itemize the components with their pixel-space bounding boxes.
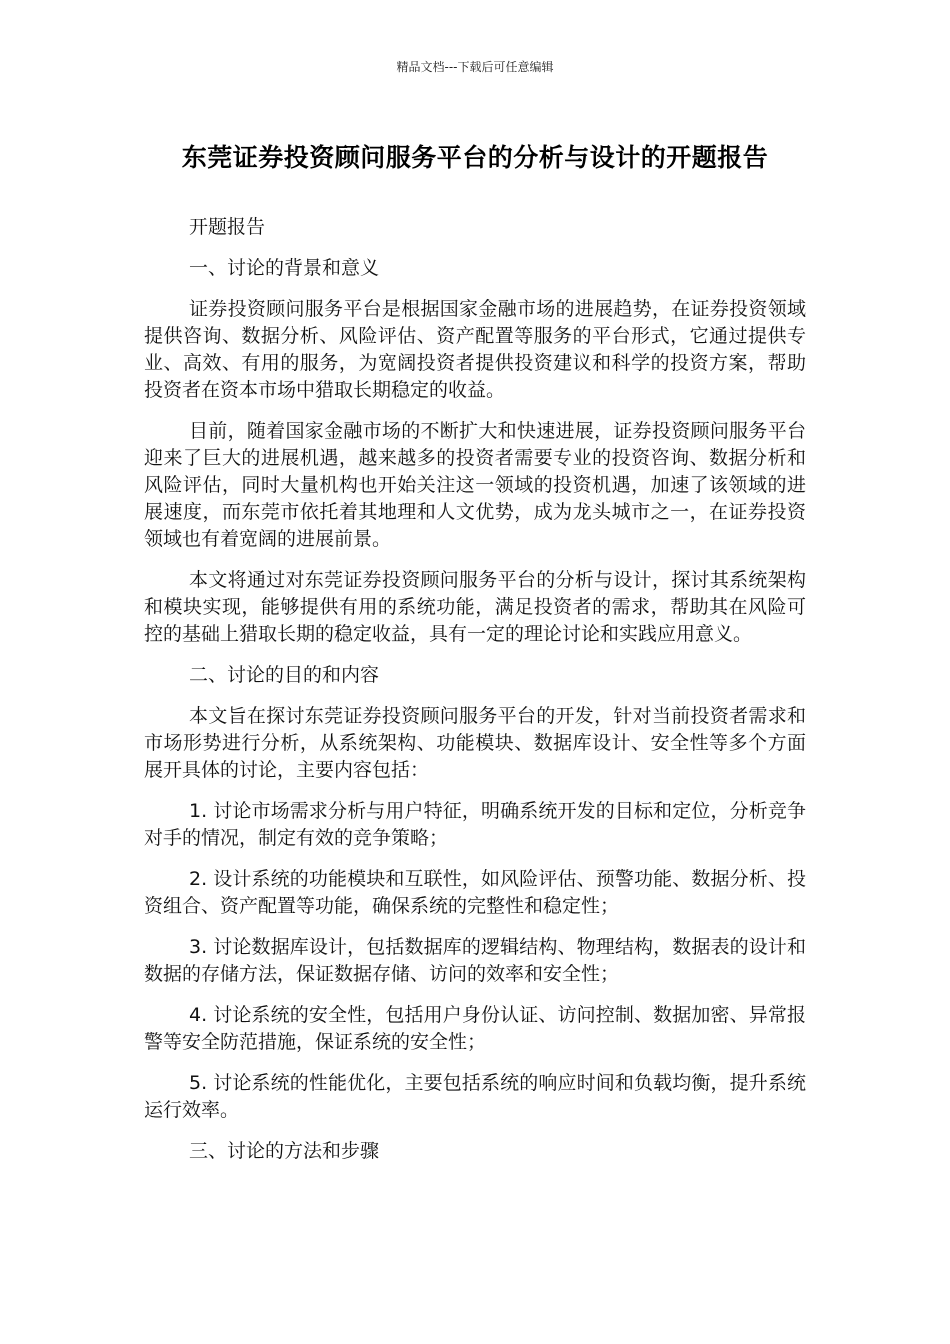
paragraph-current-situation: 目前，随着国家金融市场的不断扩大和快速进展，证券投资顾问服务平台迎来了巨大的进展机遇，越来越多的投资者需要专业的投资咨询、数据分析和风险评估，同时大量机构也开始关注这一领域的投资机遇，加速了该领域的进展速度，而东莞市依托着其地理和人文优势，成为龙头城市之一，在证券投资领域也有着宽阔的进展前景。 <box>144 420 806 550</box>
document-title: 东莞证券投资顾问服务平台的分析与设计的开题报告 <box>181 143 769 172</box>
list-item-security: 4. 讨论系统的安全性，包括用户身份认证、访问控制、数据加密、异常报警等安全防范措施，保证系统的安全性； <box>144 1004 806 1053</box>
paragraph-platform-definition: 证券投资顾问服务平台是根据国家金融市场的进展趋势，在证券投资领域提供咨询、数据分析、风险评估、资产配置等服务的平台形式，它通过提供专业、高效、有用的服务，为宽阔投资者提供投资建议和科学的投资方案，帮助投资者在资本市场中猎取长期稳定的收益。 <box>144 298 806 401</box>
paragraph-purpose-intro: 本文旨在探讨东莞证券投资顾问服务平台的开发，针对当前投资者需求和市场形势进行分析，从系统架构、功能模块、数据库设计、安全性等多个方面展开具体的讨论，主要内容包括： <box>144 705 806 781</box>
document-body <box>144 214 806 1179</box>
section-heading-background: 一、讨论的背景和意义 <box>189 257 380 279</box>
section-heading-purpose: 二、讨论的目的和内容 <box>189 664 380 686</box>
page-header-note: 精品文档---下载后可任意编辑 <box>396 60 554 74</box>
list-item-database-design: 3. 讨论数据库设计，包括数据库的逻辑结构、物理结构，数据表的设计和数据的存储方法，保证数据存储、访问的效率和安全性； <box>144 936 806 985</box>
list-item-market-analysis: 1. 讨论市场需求分析与用户特征，明确系统开发的目标和定位，分析竞争对手的情况，制定有效的竞争策略； <box>144 800 806 849</box>
list-item-function-modules: 2. 设计系统的功能模块和互联性，如风险评估、预警功能、数据分析、投资组合、资产配置等功能，确保系统的完整性和稳定性； <box>144 868 806 917</box>
section-label-report: 开题报告 <box>189 216 266 238</box>
section-heading-methods: 三、讨论的方法和步骤 <box>189 1140 380 1162</box>
paragraph-research-significance: 本文将通过对东莞证券投资顾问服务平台的分析与设计，探讨其系统架构和模块实现，能够提供有用的系统功能，满足投资者的需求，帮助其在风险可控的基础上猎取长期的稳定收益，具有一定的理论讨论和实践应用意义。 <box>144 569 806 645</box>
list-item-performance: 5. 讨论系统的性能优化，主要包括系统的响应时间和负载均衡，提升系统运行效率。 <box>144 1072 806 1121</box>
